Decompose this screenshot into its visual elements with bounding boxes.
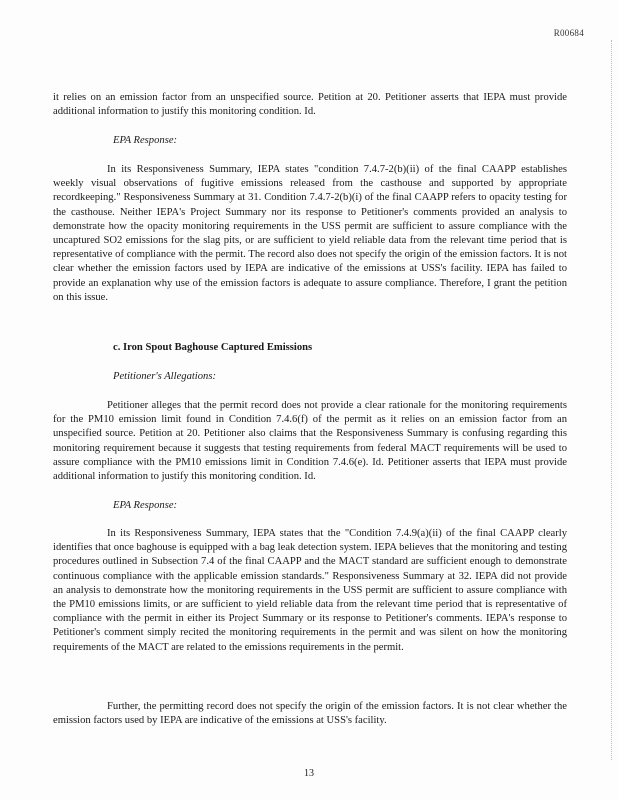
- scan-edge-mark: [610, 40, 612, 760]
- paragraph-5: Further, the permitting record does not specify the origin of the emission factors. It is not clear whether the emission factors used by IEPA are indicative of the emissions at USS's facility.: [53, 701, 567, 727]
- document-code: R00684: [553, 28, 584, 38]
- heading-block-section: [53, 341, 567, 355]
- heading-block-1: [53, 134, 567, 148]
- heading-epa-response-1: EPA Response:: [113, 135, 178, 146]
- heading-block-allegations: [53, 370, 567, 384]
- paragraph-continued: [53, 91, 567, 119]
- paragraph-block-3: [53, 399, 567, 484]
- paragraph-3: Petitioner alleges that the permit record does not provide a clear rationale for the monitoring requirements for the PM10 emission limit found in Condition 7.4.6(f) of the permit as it relies on an emission factor from an unspecified source. Petition at 20. Petitioner also claims that the Responsiveness Summary is confusing regarding this monitoring requirement because it suggests that testing requirements from federal MACT requirements will be used to assure compliance with the PM10 emissions limit in Condition 7.4.6(e). Id. Petitioner asserts that IEPA must provide additional information to justify this monitoring condition. Id.: [53, 400, 567, 483]
- heading-block-2: [53, 499, 567, 513]
- paragraph-2: In its Responsiveness Summary, IEPA states "condition 7.4.7-2(b)(ii) of the final CAAPP establishes weekly visual observations of fugitive emissions released from the casthouse and supported by appropriate recordkeeping." Responsiveness Summary at 31. Condition 7.4.7-2(b)(i) of the final CAAPP refers to opacity testing for the casthouse. Neither IEPA's Project Summary nor its response to Petitioner's comments provided an analysis to demonstrate how the opacity monitoring requirements in the USS permit are sufficient to assure compliance with the uncaptured SO2 emissions for the slag pits, or are sufficient to yield reliable data from the relevant time period that is representative of compliance with the permit. The record also does not specify the origin of the emission factors. It is not clear whether the emission factors used by IEPA are indicative of the emissions at USS's facility. IEPA has failed to provide an explanation why use of the emission factors is adequate to assure compliance. Therefore, I grant the petition on this issue.: [53, 164, 567, 303]
- page-number: 13: [304, 768, 314, 779]
- paragraph-block-4: [53, 527, 567, 655]
- paragraph-1: it relies on an emission factor from an unspecified source. Petition at 20. Petitioner asserts that IEPA must provide additional information to justify this monitoring condition. Id.: [53, 92, 567, 118]
- section-heading: c. Iron Spout Baghouse Captured Emissions: [113, 342, 313, 353]
- paragraph-block-5: [53, 700, 567, 728]
- heading-epa-response-2: EPA Response:: [113, 500, 178, 511]
- paragraph-4: In its Responsiveness Summary, IEPA states that the "Condition 7.4.9(a)(ii) of the final CAAPP clearly identifies that once baghouse is equipped with a bag leak detection system. IEPA believes that the monitoring and testing procedures outlined in Subsection 7.4 of the final CAAPP and the MACT standard are sufficient enough to demonstrate continuous compliance with the applicable emission standards." Responsiveness Summary at 32. IEPA did not provide an analysis to demonstrate how the monitoring requirements in the USS permit are sufficient to assure compliance with the PM10 emissions limits, or are sufficient to yield reliable data from the relevant time period that is representative of compliance with the permit in either its Project Summary or its response to Petitioner's comments. IEPA's response to Petitioner's comment simply recited the monitoring requirements in the permit and was silent on how the monitoring requirements of the MACT are related to the emissions requirements in the permit.: [53, 528, 567, 653]
- paragraph-block-2: [53, 163, 567, 305]
- heading-allegations: Petitioner's Allegations:: [113, 371, 216, 382]
